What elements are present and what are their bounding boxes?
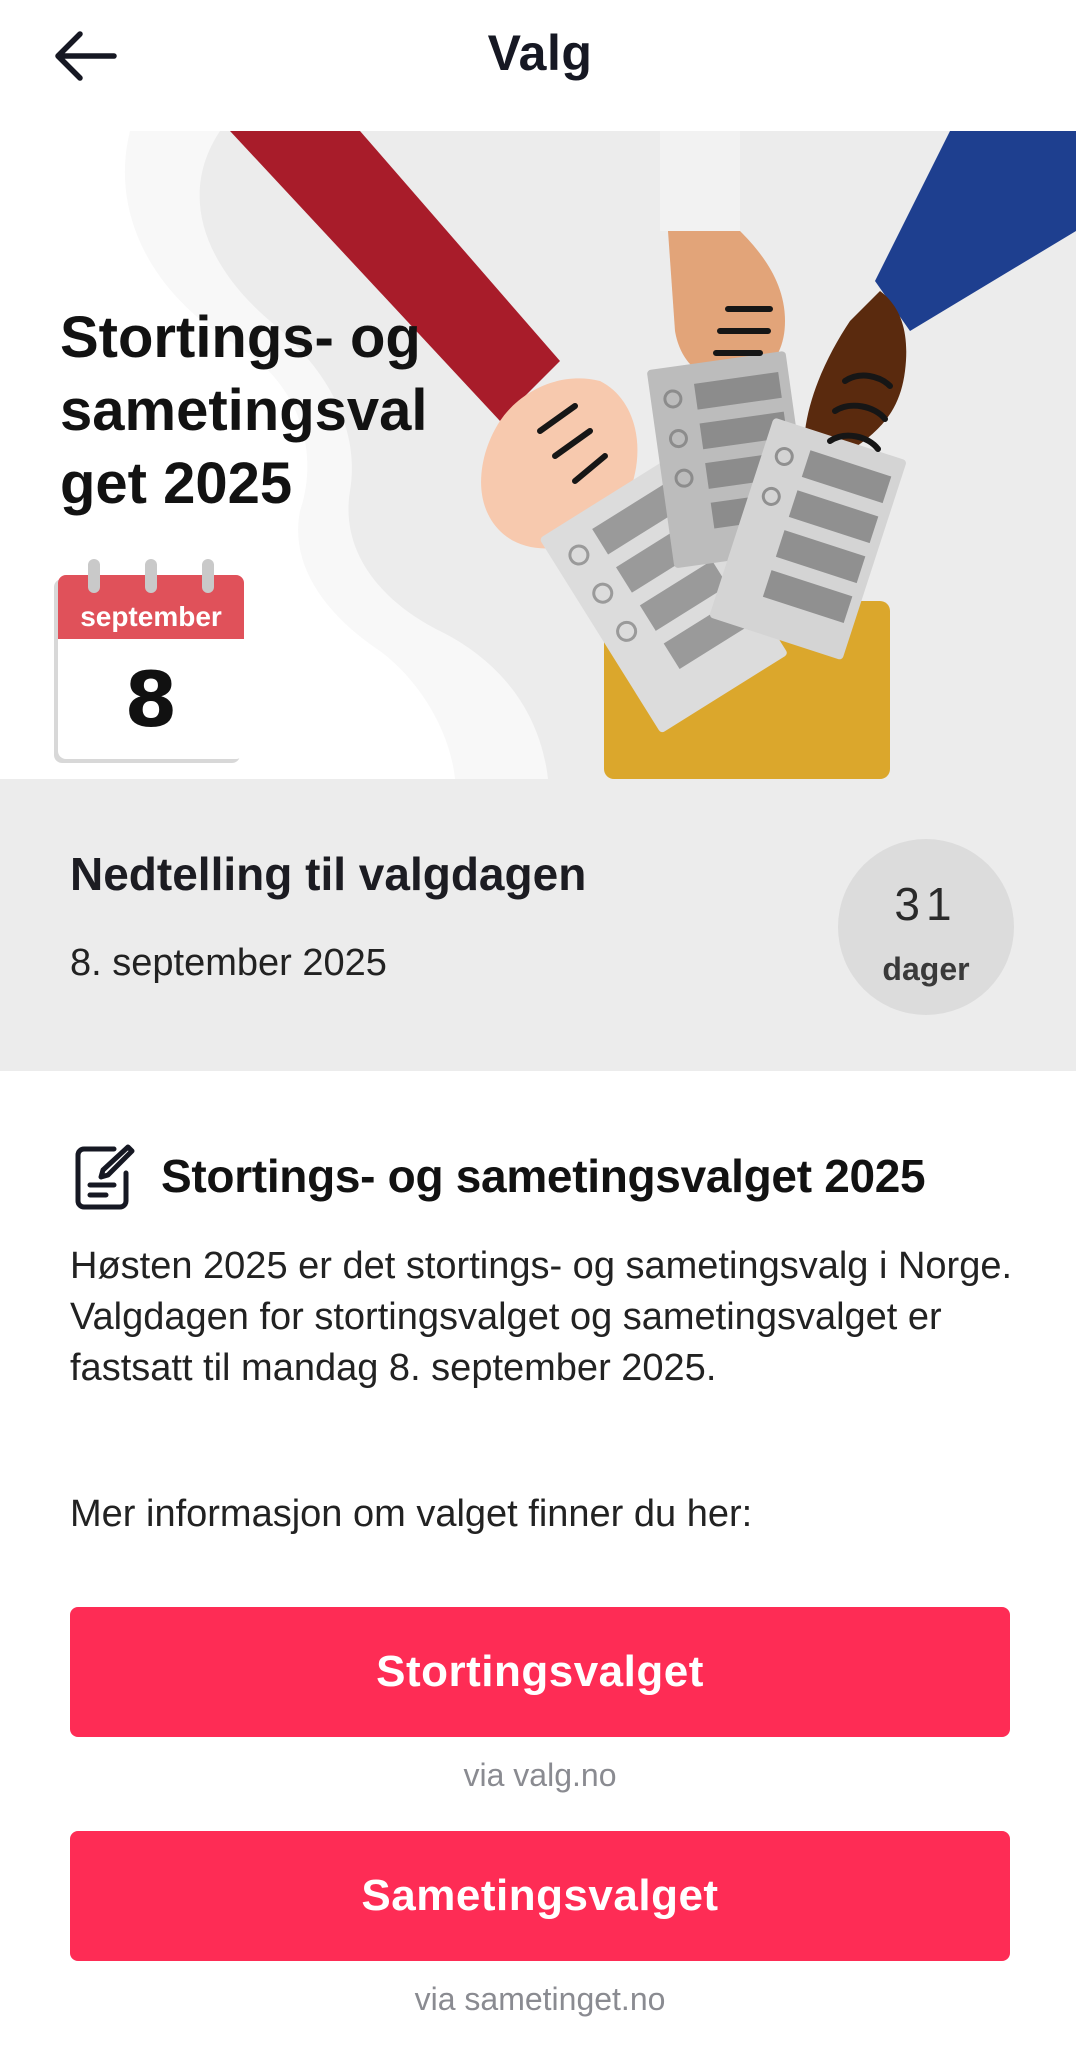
- info-description: Høsten 2025 er det stortings- og sametingsvalg i Norge. Valgdagen for stortingsvalget og sametingsvalget er fastsatt til mandag 8. september 2025.: [70, 1245, 1013, 1389]
- edit-document-icon: [74, 1143, 136, 1211]
- sametingsvalget-source: via sametinget.no: [414, 1981, 666, 2017]
- countdown-card: [0, 779, 1076, 1071]
- calendar-day: 8: [124, 655, 178, 744]
- days-remaining-badge: [838, 839, 1014, 1015]
- calendar-icon: [54, 559, 244, 763]
- countdown-date: 8. september 2025: [70, 942, 387, 984]
- info-title: Stortings- og sametingsvalget 2025: [161, 1150, 926, 1202]
- hero-title-line: Stortings- og: [60, 305, 421, 370]
- more-info-label: Mer informasjon om valget finner du her:: [70, 1493, 753, 1535]
- hero-title-line: get 2025: [60, 451, 293, 516]
- hero-title-line: sametingsval: [60, 378, 428, 443]
- days-remaining-unit: dager: [882, 951, 970, 987]
- days-remaining-value: 31: [894, 878, 958, 930]
- stortingsvalget-source: via valg.no: [463, 1757, 617, 1793]
- info-section: [0, 1071, 1080, 2064]
- sametingsvalget-button[interactable]: Sametingsvalget: [70, 1831, 1010, 1961]
- hero-title: [60, 301, 520, 520]
- hero-banner: [0, 131, 1076, 779]
- stortingsvalget-button[interactable]: Stortingsvalget: [70, 1607, 1010, 1737]
- top-bar: [0, 0, 1080, 131]
- calendar-month: september: [80, 601, 222, 632]
- page-title: Valg: [487, 25, 593, 81]
- countdown-title: Nedtelling til valgdagen: [70, 848, 587, 900]
